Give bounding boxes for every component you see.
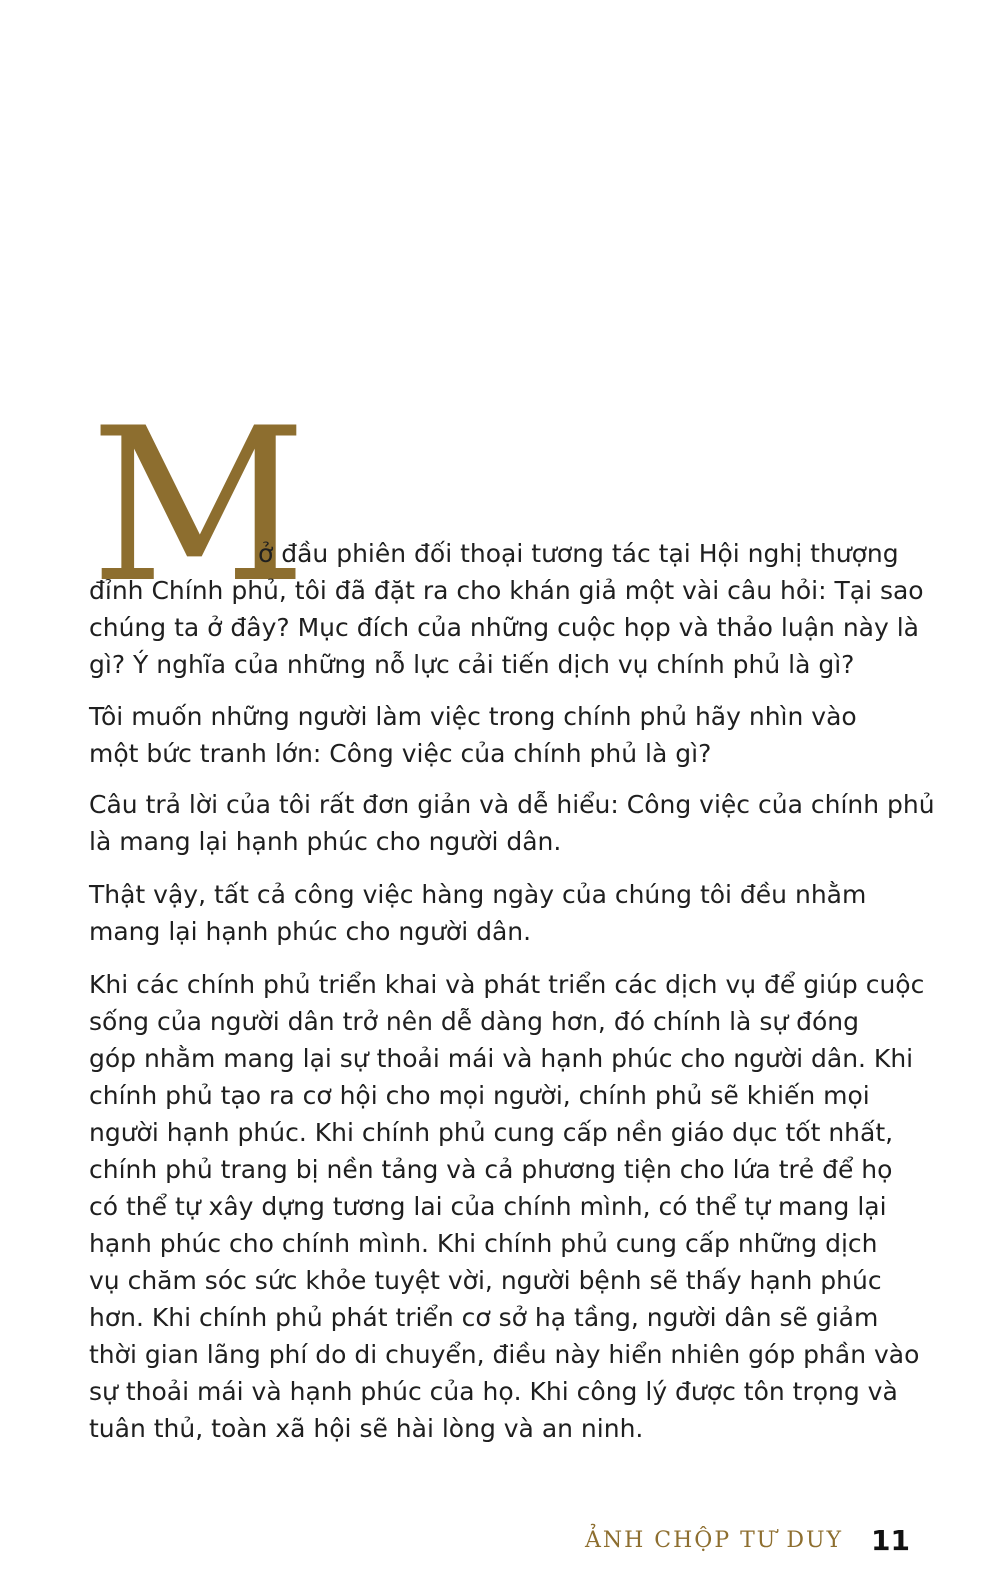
- paragraph-1-continued: [89, 572, 924, 683]
- paragraph-line: Tôi muốn những người làm việc trong chính phủ hãy nhìn vào: [89, 702, 857, 731]
- paragraph-line: Câu trả lời của tôi rất đơn giản và dễ hiểu: Công việc của chính phủ: [89, 790, 935, 819]
- paragraph-4: [89, 876, 921, 950]
- paragraph-line: Khi các chính phủ triển khai và phát triển các dịch vụ để giúp cuộc: [89, 970, 925, 999]
- paragraph-line: có thể tự xây dựng tương lai của chính mình, có thể tự mang lại: [89, 1192, 887, 1221]
- page-number: 11: [871, 1523, 910, 1557]
- paragraph-line: chúng ta ở đây? Mục đích của những cuộc họp và thảo luận này là: [89, 613, 919, 642]
- paragraph-1-start: [258, 535, 918, 572]
- book-title: ẢNH CHỘP TƯ DUY: [584, 1527, 844, 1553]
- paragraph-line: mang lại hạnh phúc cho người dân.: [89, 917, 532, 946]
- paragraph-line: đỉnh Chính phủ, tôi đã đặt ra cho khán giả một vài câu hỏi: Tại sao: [89, 576, 924, 605]
- paragraph-line: người hạnh phúc. Khi chính phủ cung cấp nền giáo dục tốt nhất,: [89, 1118, 894, 1147]
- paragraph-line: chính phủ trang bị nền tảng và cả phương tiện cho lứa trẻ để họ: [89, 1155, 893, 1184]
- paragraph-line: thời gian lãng phí do di chuyển, điều này hiển nhiên góp phần vào: [89, 1340, 920, 1369]
- paragraph-line: hạnh phúc cho chính mình. Khi chính phủ cung cấp những dịch: [89, 1229, 878, 1258]
- paragraph-line: vụ chăm sóc sức khỏe tuyệt vời, người bệnh sẽ thấy hạnh phúc: [89, 1266, 882, 1295]
- drop-cap-letter: M: [90, 382, 306, 629]
- paragraph-line: sống của người dân trở nên dễ dàng hơn, đó chính là sự đóng: [89, 1007, 860, 1036]
- page-footer: [584, 1520, 910, 1560]
- paragraph-line: tuân thủ, toàn xã hội sẽ hài lòng và an ninh.: [89, 1414, 644, 1443]
- paragraph-line: góp nhằm mang lại sự thoải mái và hạnh phúc cho người dân. Khi: [89, 1044, 914, 1073]
- paragraph-line: ở đầu phiên đối thoại tương tác tại Hội nghị thượng: [258, 539, 899, 568]
- paragraph-line: hơn. Khi chính phủ phát triển cơ sở hạ tầng, người dân sẽ giảm: [89, 1303, 879, 1332]
- paragraph-line: là mang lại hạnh phúc cho người dân.: [89, 827, 562, 856]
- paragraph-line: chính phủ tạo ra cơ hội cho mọi người, chính phủ sẽ khiến mọi: [89, 1081, 870, 1110]
- paragraph-5: [89, 966, 925, 1447]
- paragraph-3: [89, 786, 935, 860]
- paragraph-line: Thật vậy, tất cả công việc hàng ngày của chúng tôi đều nhằm: [89, 880, 867, 909]
- paragraph-line: gì? Ý nghĩa của những nỗ lực cải tiến dịch vụ chính phủ là gì?: [89, 650, 855, 679]
- paragraph-2: [89, 698, 921, 772]
- paragraph-line: sự thoải mái và hạnh phúc của họ. Khi công lý được tôn trọng và: [89, 1377, 898, 1406]
- paragraph-line: một bức tranh lớn: Công việc của chính phủ là gì?: [89, 739, 712, 768]
